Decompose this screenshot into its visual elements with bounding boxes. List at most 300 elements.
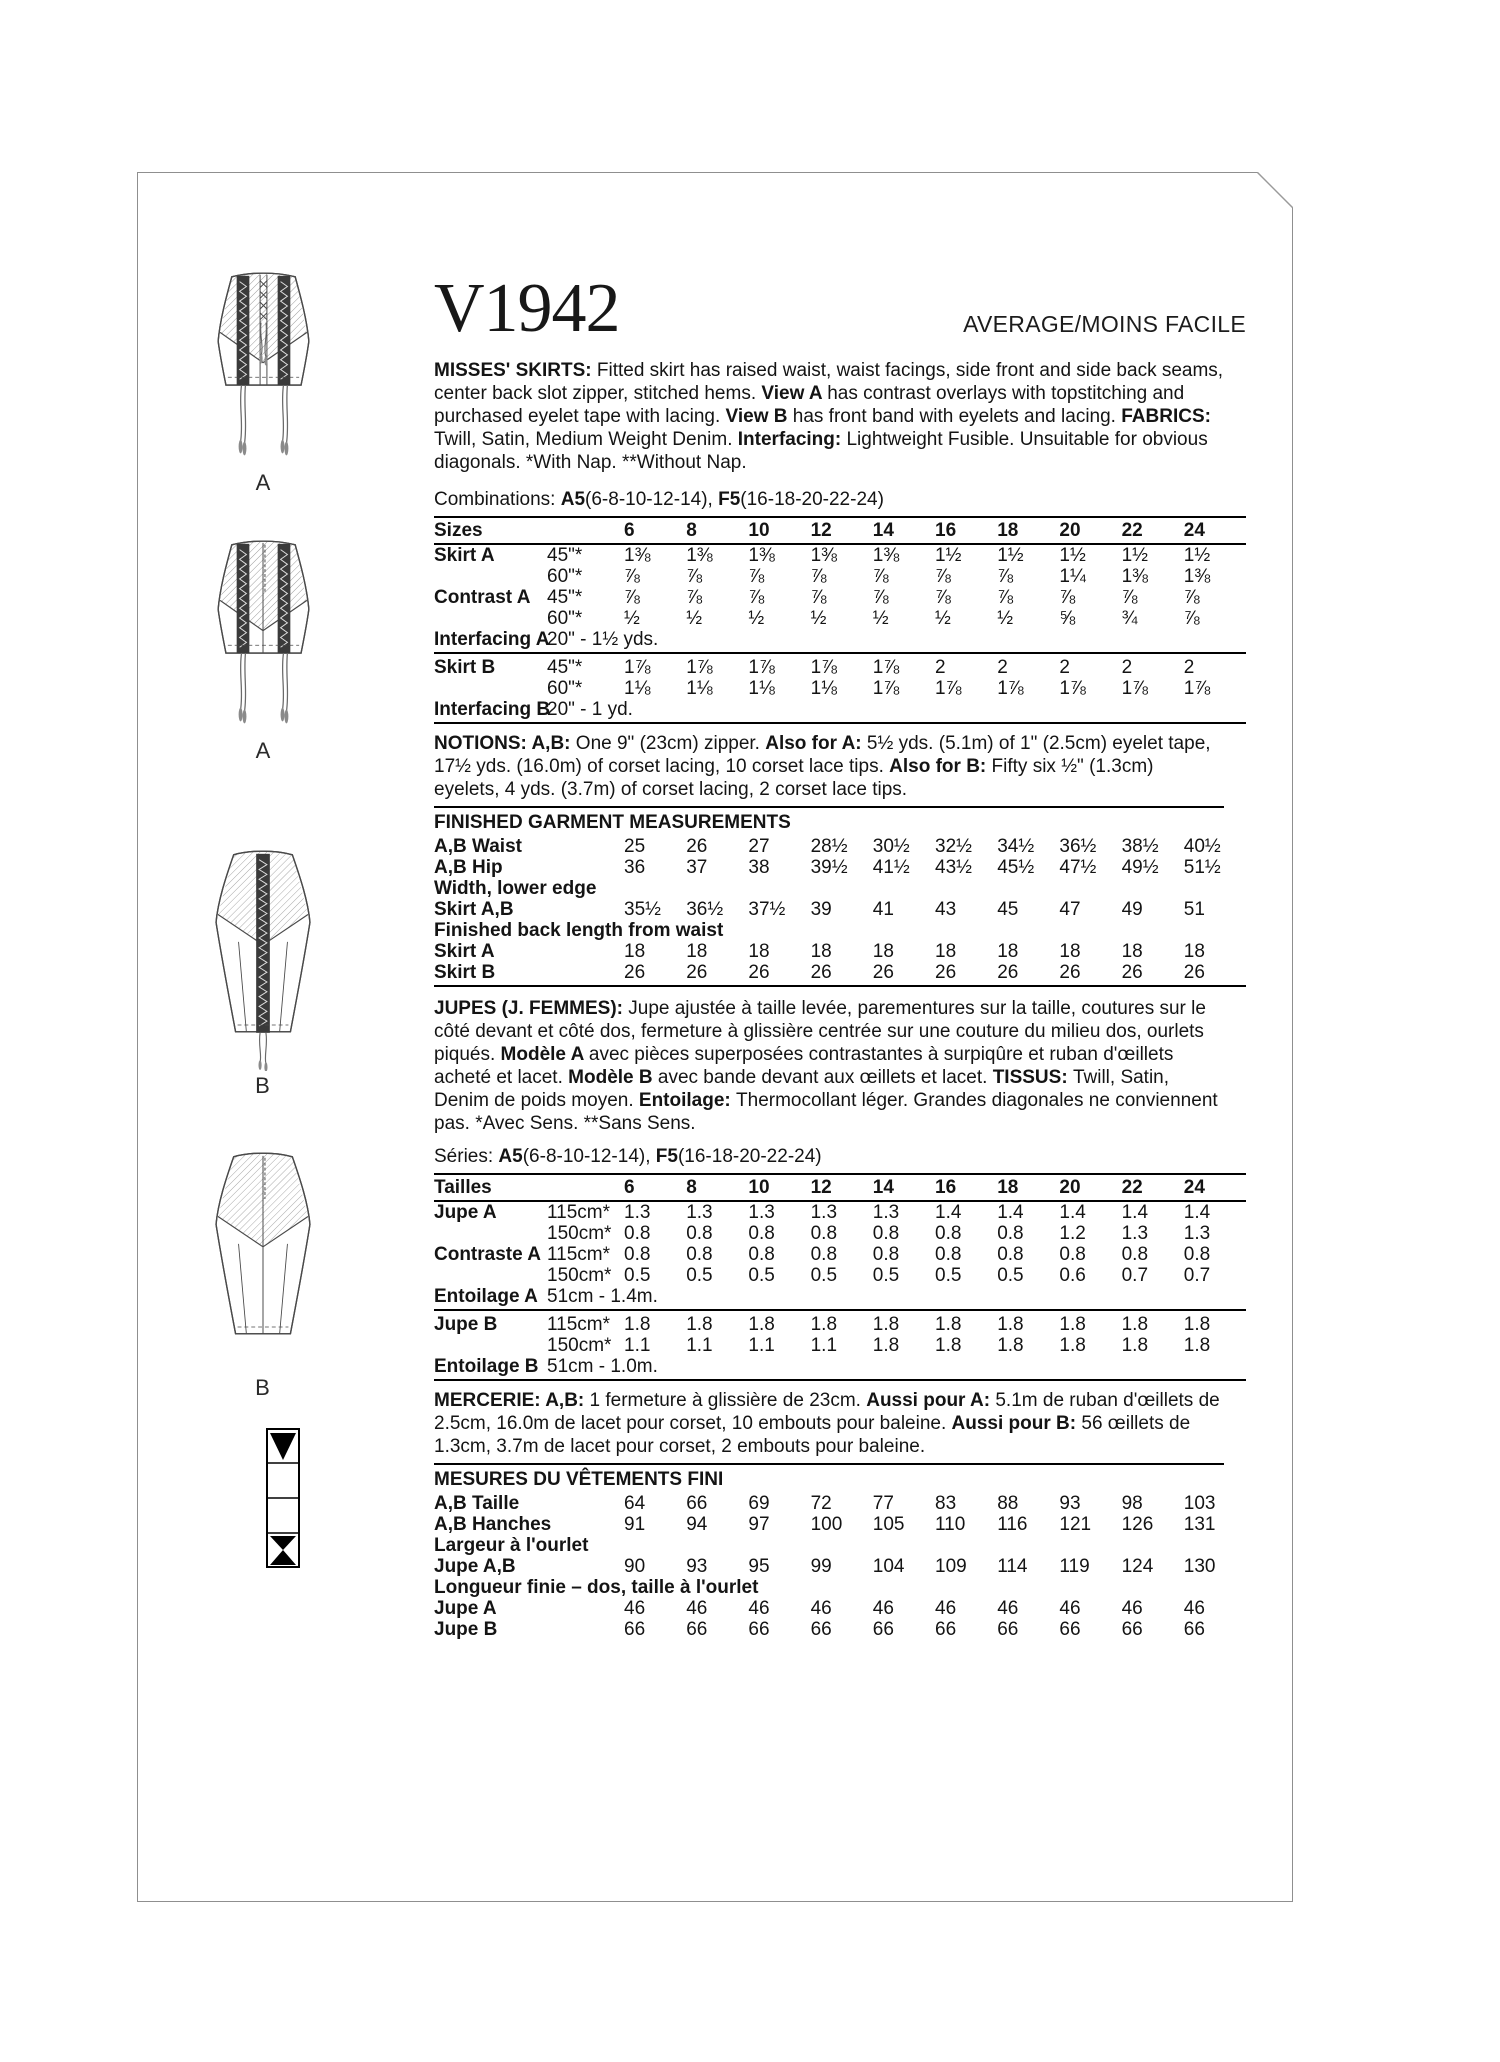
size-value: 26 — [686, 962, 708, 983]
size-header-value: 8 — [686, 520, 697, 541]
size-value: 1.1 — [624, 1335, 651, 1356]
size-value: 36½ — [686, 899, 724, 920]
size-header-value: 18 — [997, 1177, 1019, 1198]
size-value: 105 — [872, 1514, 905, 1535]
size-value: 1¼ — [1059, 566, 1086, 587]
series-line — [434, 1145, 1246, 1168]
size-value: 18 — [1183, 941, 1205, 962]
size-value: 66 — [1059, 1619, 1081, 1640]
size-value: 0.8 — [935, 1244, 962, 1265]
text-segment: has contrast overlays with topstitching and purchased eyelet tape with lacing. — [434, 383, 1185, 427]
size-value: 72 — [810, 1493, 832, 1514]
fabric-width: 150cm* — [547, 1335, 612, 1356]
size-value: 64 — [624, 1493, 646, 1514]
size-value: 0.8 — [997, 1223, 1024, 1244]
size-header-value: 16 — [935, 1177, 957, 1198]
size-value: 1⅞ — [810, 657, 838, 678]
row-label: Entoilage B — [434, 1356, 539, 1377]
size-value: 131 — [1183, 1514, 1216, 1535]
size-value: 66 — [997, 1619, 1019, 1640]
size-value: 1.8 — [1121, 1314, 1149, 1335]
bold-text-segment: Modèle B — [568, 1067, 658, 1088]
size-value: 88 — [997, 1493, 1019, 1514]
size-value: 18 — [624, 941, 646, 962]
row-label: Jupe B — [434, 1619, 498, 1640]
size-value: 2 — [1059, 657, 1070, 678]
size-value: ⅞ — [935, 587, 951, 608]
size-value: 46 — [997, 1598, 1019, 1619]
bold-text-segment: Also for A: — [765, 733, 867, 754]
table-row — [434, 1265, 1246, 1286]
size-value: 1.8 — [1059, 1335, 1086, 1356]
row-note: 51cm - 1.4m. — [547, 1286, 658, 1307]
bold-text-segment: Interfacing: — [737, 429, 847, 450]
size-value: 18 — [748, 941, 770, 962]
size-value: 1.1 — [810, 1335, 838, 1356]
text-segment: Combinations: — [434, 489, 561, 510]
text-segment: avec bande devant aux œillets et lacet. — [657, 1067, 993, 1088]
size-value: ⅞ — [872, 566, 889, 587]
table-row — [434, 1314, 1246, 1335]
size-value: 47½ — [1059, 857, 1097, 878]
figure-view-a-front — [181, 268, 346, 495]
size-value: 18 — [872, 941, 894, 962]
table-row — [434, 678, 1246, 699]
size-header-value: 20 — [1059, 1177, 1081, 1198]
size-value: 103 — [1183, 1493, 1216, 1514]
text-segment: Séries: — [434, 1146, 499, 1167]
table-row — [434, 1244, 1246, 1265]
size-value: 51½ — [1183, 857, 1221, 878]
size-value: 46 — [1183, 1598, 1205, 1619]
size-value: 1⅜ — [748, 545, 775, 566]
size-value: 124 — [1121, 1556, 1154, 1577]
size-value: 1.8 — [935, 1314, 962, 1335]
size-value: 119 — [1059, 1556, 1090, 1577]
size-value: 66 — [686, 1493, 708, 1514]
size-value: 1.3 — [872, 1202, 900, 1223]
size-value: 1.4 — [935, 1202, 962, 1223]
size-value: ⅞ — [686, 566, 703, 587]
row-label: Jupe A — [434, 1598, 497, 1619]
size-header-value: 16 — [935, 520, 957, 541]
text-segment: 5.1m de ruban d'œillets de 2.5cm, 16.0m de lacet pour corset, 10 embouts pour baleine. — [434, 1390, 1220, 1434]
size-value: 0.8 — [810, 1223, 838, 1244]
size-value: 91 — [624, 1514, 646, 1535]
skirt-a-front-illustration — [181, 268, 346, 468]
english-description — [434, 359, 1224, 474]
size-value: 0.5 — [935, 1265, 962, 1286]
size-value: 1½ — [935, 545, 962, 566]
table-row — [434, 836, 1246, 857]
table-row — [434, 920, 1246, 941]
english-measurements-table — [434, 836, 1246, 987]
size-value: 1.8 — [872, 1314, 900, 1335]
size-value: 1⅞ — [748, 657, 775, 678]
size-value: 27 — [748, 836, 770, 857]
table-row — [434, 941, 1246, 962]
size-value: 99 — [810, 1556, 832, 1577]
text-segment: (16-18-20-22-24) — [740, 489, 884, 510]
row-label: A,B Waist — [434, 836, 522, 857]
size-value: 46 — [748, 1598, 770, 1619]
size-value: 69 — [748, 1493, 770, 1514]
size-value: 1⅜ — [624, 545, 651, 566]
text-segment: Fitted skirt has raised waist, waist facings, side front and side back seams, center back slot zipper, stitched hems. — [434, 360, 1224, 404]
size-value: 66 — [810, 1619, 832, 1640]
size-value: 34½ — [997, 836, 1035, 857]
size-value: 0.8 — [686, 1244, 713, 1265]
size-value: 46 — [935, 1598, 957, 1619]
size-value: 40½ — [1183, 836, 1221, 857]
figure-label-b-back: B — [255, 1375, 271, 1400]
title-row — [434, 257, 1246, 345]
size-value: 18 — [997, 941, 1019, 962]
size-header-value: 6 — [624, 1177, 635, 1198]
row-label: Skirt B — [434, 962, 496, 983]
size-value: 26 — [624, 962, 646, 983]
size-value: ⅞ — [624, 566, 640, 587]
table-row — [434, 962, 1246, 987]
size-value: ⅞ — [748, 566, 765, 587]
size-value: 2 — [935, 657, 946, 678]
size-value: 18 — [686, 941, 708, 962]
size-value: 0.5 — [624, 1265, 651, 1286]
size-header-label: Tailles — [434, 1177, 492, 1198]
size-value: 93 — [686, 1556, 708, 1577]
size-value: 1½ — [1121, 545, 1149, 566]
size-value: 0.8 — [1121, 1244, 1149, 1265]
size-value: 66 — [686, 1619, 708, 1640]
table-row — [434, 587, 1246, 608]
size-value: 1.8 — [748, 1314, 775, 1335]
table-row — [434, 545, 1246, 566]
fabric-width: 60"* — [547, 678, 583, 699]
size-value: 1⅞ — [1059, 678, 1086, 699]
size-value: 26 — [935, 962, 957, 983]
text-segment: 1 fermeture à glissière de 23cm. — [589, 1390, 867, 1411]
text-segment: (6-8-10-12-14), — [522, 1146, 656, 1167]
size-header-value: 18 — [997, 520, 1019, 541]
size-value: 51 — [1183, 899, 1205, 920]
size-value: 1.1 — [686, 1335, 713, 1356]
row-label: A,B Taille — [434, 1493, 520, 1514]
text-segment: 56 œillets de 1.3cm, 3.7m de lacet pour corset, 2 embouts pour baleine. — [434, 1413, 1191, 1457]
size-header-value: 10 — [748, 520, 770, 541]
size-value: 0.8 — [624, 1244, 651, 1265]
fabric-width: 60"* — [547, 566, 583, 587]
size-value: 121 — [1059, 1514, 1092, 1535]
size-value: 45 — [997, 899, 1019, 920]
bold-text-segment: A5 — [560, 489, 586, 510]
size-header-label: Sizes — [434, 520, 483, 541]
english-yardage-table — [434, 516, 1246, 724]
row-label: Skirt A — [434, 941, 495, 962]
size-value: ½ — [872, 608, 889, 629]
size-header-value: 12 — [810, 520, 832, 541]
size-value: 1⅜ — [810, 545, 838, 566]
size-value: 1.3 — [624, 1202, 651, 1223]
row-note: 20" - 1½ yds. — [547, 629, 659, 650]
fabric-width: 60"* — [547, 608, 583, 629]
table-row — [434, 899, 1246, 920]
size-value: 0.5 — [997, 1265, 1024, 1286]
size-value: ⅝ — [1059, 608, 1076, 629]
size-value: 46 — [810, 1598, 832, 1619]
text-segment: (6-8-10-12-14), — [585, 489, 719, 510]
size-value: 66 — [1183, 1619, 1205, 1640]
size-value: 1.8 — [935, 1335, 962, 1356]
size-value: 1.3 — [686, 1202, 713, 1223]
size-header-value: 22 — [1121, 520, 1143, 541]
size-value: 94 — [686, 1514, 708, 1535]
size-header-value: 8 — [686, 1177, 697, 1198]
size-value: 38½ — [1121, 836, 1159, 857]
size-value: 36½ — [1059, 836, 1097, 857]
difficulty-rating: AVERAGE/MOINS FACILE — [963, 311, 1246, 337]
bold-text-segment: TISSUS: — [992, 1067, 1073, 1088]
table-row — [434, 1535, 1246, 1556]
row-label: A,B Hip — [434, 857, 503, 878]
size-value: 1½ — [997, 545, 1024, 566]
french-yardage-table — [434, 1173, 1246, 1381]
text-segment: Twill, Satin, Denim de poids moyen. — [434, 1067, 1170, 1111]
size-value: 98 — [1121, 1493, 1143, 1514]
bold-text-segment: Entoilage: — [638, 1090, 737, 1111]
size-value: 90 — [624, 1556, 646, 1577]
size-value: 0.8 — [748, 1244, 775, 1265]
size-value: ⅞ — [872, 587, 889, 608]
size-value: 26 — [1183, 962, 1205, 983]
size-value: 0.8 — [686, 1223, 713, 1244]
fabric-width: 115cm* — [547, 1314, 611, 1335]
size-value: 66 — [1121, 1619, 1143, 1640]
figure-view-b-back — [188, 1148, 338, 1400]
finished-measurements-title: FINISHED GARMENT MEASUREMENTS — [434, 812, 791, 833]
size-value: 114 — [997, 1556, 1028, 1577]
size-value: 116 — [997, 1514, 1028, 1535]
figure-label-b-front: B — [255, 1073, 271, 1098]
size-value: 32½ — [935, 836, 972, 857]
size-value: 30½ — [872, 836, 910, 857]
size-value: 1.4 — [1183, 1202, 1211, 1223]
size-value: 26 — [997, 962, 1019, 983]
table-row — [434, 608, 1246, 629]
bold-text-segment: NOTIONS: A,B: — [434, 733, 576, 754]
corner-fold-graphic — [1257, 172, 1293, 208]
size-value: 1.8 — [810, 1314, 838, 1335]
notions-paragraph — [434, 732, 1224, 808]
text-segment: avec pièces superposées contrastantes à surpiqûre et ruban d'œillets acheté et lacet. — [434, 1044, 1174, 1088]
size-value: 1.8 — [997, 1335, 1024, 1356]
size-value: 100 — [810, 1514, 843, 1535]
row-label: Jupe A — [434, 1202, 497, 1223]
size-value: 1½ — [1183, 545, 1211, 566]
size-value: 46 — [1059, 1598, 1081, 1619]
size-value: 95 — [748, 1556, 770, 1577]
size-value: 1⅞ — [872, 678, 900, 699]
size-value: 1⅜ — [872, 545, 900, 566]
size-value: 0.5 — [748, 1265, 775, 1286]
size-value: 43 — [935, 899, 957, 920]
table-row — [434, 1286, 1246, 1311]
size-value: 1.2 — [1059, 1223, 1086, 1244]
table-row — [434, 1493, 1246, 1514]
fabric-width: 45"* — [547, 587, 583, 608]
figure-label-a-back: A — [255, 738, 272, 763]
size-value: 26 — [748, 962, 770, 983]
page-corner-fold — [1257, 172, 1293, 208]
size-header-value: 20 — [1059, 520, 1081, 541]
size-value: 45½ — [997, 857, 1035, 878]
size-value: 1½ — [1059, 545, 1086, 566]
size-value: 1⅜ — [686, 545, 713, 566]
main-content-column — [434, 173, 1246, 1642]
french-measurements-table — [434, 1493, 1246, 1640]
skirt-b-back-illustration — [188, 1148, 338, 1373]
row-label: Interfacing B — [434, 699, 551, 720]
bold-text-segment: View A — [761, 383, 828, 404]
size-value: 1⅞ — [872, 657, 900, 678]
size-value: 46 — [1121, 1598, 1143, 1619]
size-value: 1.8 — [1059, 1314, 1086, 1335]
row-note: 51cm - 1.0m. — [547, 1356, 658, 1377]
table-row — [434, 1598, 1246, 1619]
text-segment: Thermocollant léger. Grandes diagonales ne conviennent pas. *Avec Sens. **Sans Sens. — [434, 1090, 1218, 1134]
size-value: ⅞ — [1183, 608, 1200, 629]
size-value: 35½ — [624, 899, 661, 920]
size-value: 0.8 — [872, 1223, 900, 1244]
text-segment: Jupe ajustée à taille levée, parementures sur la taille, coutures sur le côté devant et côté dos, fermeture à glissière centrée sur une couture du milieu dos, ourlets piqués. — [434, 998, 1206, 1065]
size-value: 0.7 — [1121, 1265, 1149, 1286]
size-value: 37½ — [748, 899, 786, 920]
size-value: 97 — [748, 1514, 770, 1535]
size-value: 18 — [1121, 941, 1143, 962]
size-value: 66 — [872, 1619, 894, 1640]
size-value: 26 — [686, 836, 708, 857]
size-value: 0.8 — [1059, 1244, 1086, 1265]
fabric-width: 45"* — [547, 657, 583, 678]
table-row — [434, 857, 1246, 878]
size-value: 1.3 — [748, 1202, 775, 1223]
size-value: 26 — [872, 962, 894, 983]
size-header-row — [434, 1173, 1246, 1202]
size-value: 18 — [935, 941, 957, 962]
table-row — [434, 699, 1246, 724]
size-value: 1⅜ — [1121, 566, 1149, 587]
size-value: 0.5 — [872, 1265, 900, 1286]
fabric-width: 115cm* — [547, 1202, 611, 1223]
size-value: 1.4 — [997, 1202, 1024, 1223]
row-note: 20" - 1 yd. — [547, 699, 633, 720]
fabric-width: 45"* — [547, 545, 583, 566]
size-value: 46 — [686, 1598, 708, 1619]
size-value: 1⅞ — [1121, 678, 1149, 699]
fabric-width: 115cm* — [547, 1244, 611, 1265]
row-subheading: Width, lower edge — [434, 878, 597, 899]
figure-view-a-back — [181, 536, 346, 763]
text-segment: has front band with eyelets and lacing. — [792, 406, 1122, 427]
size-value: ⅞ — [1183, 587, 1200, 608]
figure-label-a-front: A — [255, 470, 272, 495]
size-value: ½ — [748, 608, 765, 629]
size-value: 0.8 — [624, 1223, 651, 1244]
bold-text-segment: Also for B: — [889, 756, 992, 777]
skirt-a-back-illustration — [181, 536, 346, 736]
row-label: Skirt A,B — [434, 899, 514, 920]
table-row — [434, 1514, 1246, 1535]
size-value: 41 — [872, 899, 894, 920]
stretch-gauge-symbol — [266, 1428, 300, 1573]
size-value: ⅞ — [997, 566, 1014, 587]
size-value: ⅞ — [624, 587, 640, 608]
table-row — [434, 657, 1246, 678]
text-segment: Fifty six ½" (1.3cm) eyelets, 4 yds. (3.7m) of corset lacing, 2 corset lace tips. — [434, 756, 1154, 800]
size-value: ⅞ — [1121, 587, 1138, 608]
size-value: 0.7 — [1183, 1265, 1211, 1286]
size-value: 109 — [935, 1556, 967, 1577]
size-value: 1.1 — [748, 1335, 775, 1356]
text-segment: 5½ yds. (5.1m) of 1" (2.5cm) eyelet tape, 17½ yds. (16.0m) of corset lacing, 10 corset lace tips. — [434, 733, 1211, 777]
size-value: 1⅛ — [810, 678, 838, 699]
size-value: 83 — [935, 1493, 957, 1514]
size-value: 26 — [810, 962, 832, 983]
bold-text-segment: View B — [725, 406, 793, 427]
table-row — [434, 1335, 1246, 1356]
text-segment: Twill, Satin, Medium Weight Denim. — [434, 429, 738, 450]
row-subheading: Longueur finie – dos, taille à l'ourlet — [434, 1577, 759, 1598]
size-value: 1⅞ — [686, 657, 713, 678]
size-value: 1⅛ — [748, 678, 775, 699]
size-value: 93 — [1059, 1493, 1081, 1514]
bold-text-segment: Modèle A — [500, 1044, 589, 1065]
size-value: 28½ — [810, 836, 848, 857]
size-value: ½ — [624, 608, 640, 629]
bold-text-segment: F5 — [655, 1146, 678, 1167]
size-value: 46 — [872, 1598, 894, 1619]
size-value: 1⅛ — [624, 678, 651, 699]
bold-text-segment: MISSES' SKIRTS: — [434, 360, 597, 381]
size-value: 39 — [810, 899, 832, 920]
size-value: ⅞ — [810, 566, 827, 587]
size-value: 0.5 — [810, 1265, 838, 1286]
size-value: 0.8 — [997, 1244, 1024, 1265]
size-header-value: 14 — [872, 1177, 894, 1198]
size-value: ⅞ — [935, 566, 951, 587]
row-label: Skirt A — [434, 545, 495, 566]
row-label: Jupe B — [434, 1314, 498, 1335]
pattern-number: V1942 — [434, 270, 620, 347]
table-row — [434, 629, 1246, 654]
size-value: ¾ — [1121, 608, 1138, 629]
size-value: ⅞ — [997, 587, 1014, 608]
size-header-value: 14 — [872, 520, 894, 541]
size-value: 2 — [1183, 657, 1195, 678]
table-row — [434, 566, 1246, 587]
size-header-value: 24 — [1183, 520, 1205, 541]
size-value: 49 — [1121, 899, 1143, 920]
skirt-b-front-illustration — [188, 846, 338, 1071]
size-value: 66 — [935, 1619, 957, 1640]
size-value: 0.8 — [748, 1223, 775, 1244]
size-header-value: 12 — [810, 1177, 832, 1198]
size-header-value: 6 — [624, 520, 635, 541]
size-value: 126 — [1121, 1514, 1154, 1535]
table-row — [434, 1619, 1246, 1640]
size-value: 1⅞ — [997, 678, 1024, 699]
size-value: 104 — [872, 1556, 905, 1577]
figure-view-b-front — [188, 846, 338, 1098]
